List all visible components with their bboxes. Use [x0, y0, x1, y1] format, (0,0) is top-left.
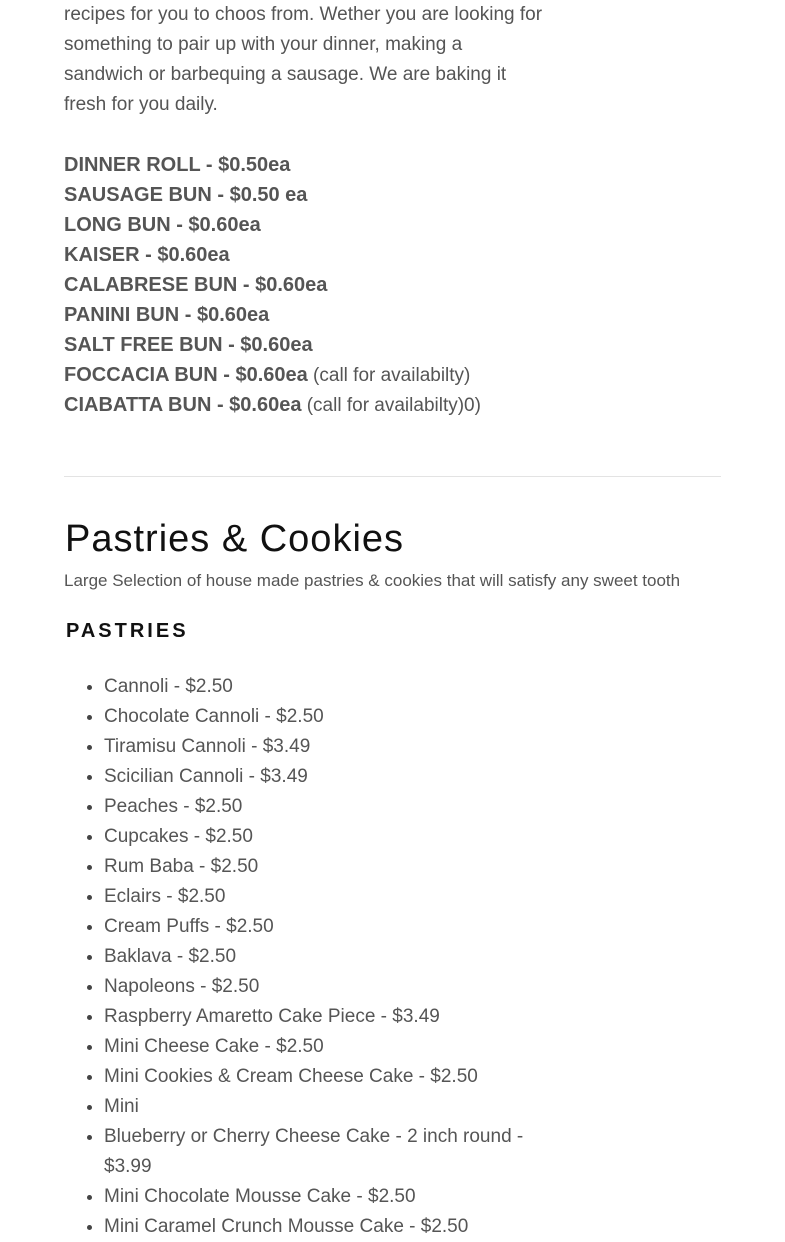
bun-item [64, 390, 481, 420]
bun-name: FOCCACIA BUN - $0.60ea [64, 364, 308, 386]
bun-item [64, 240, 481, 270]
pastry-item: • Mini Chocolate Mousse Cake - $2.50 [104, 1182, 544, 1212]
bun-name: SAUSAGE BUN - $0.50 ea [64, 184, 308, 206]
bun-item [64, 330, 481, 360]
bun-name: PANINI BUN - $0.60ea [64, 304, 270, 326]
bun-item [64, 360, 481, 390]
pastry-item: • Cupcakes - $2.50 [104, 822, 544, 852]
bun-item [64, 270, 481, 300]
pastry-item: • Rum Baba - $2.50 [104, 852, 544, 882]
bread-intro-text: recipes for you to choos from. Wether you are looking for something to pair up with your dinner, making a sandwich or barbequing a sausage. We are baking it fresh for you daily. [64, 4, 543, 115]
pastry-item: • Cream Puffs - $2.50 [104, 912, 544, 942]
pastry-item: • Napoleons - $2.50 [104, 972, 544, 1002]
bun-name: DINNER ROLL - $0.50ea [64, 154, 291, 176]
pastry-item: • Raspberry Amaretto Cake Piece - $3.49 [104, 1002, 544, 1032]
pastry-item: • Blueberry or Cherry Cheese Cake - 2 inch round - $3.99 [104, 1122, 544, 1182]
bun-name: LONG BUN - $0.60ea [64, 214, 261, 236]
bun-item [64, 150, 481, 180]
bun-item [64, 210, 481, 240]
pastry-item: • Mini [104, 1092, 544, 1122]
bun-name: CALABRESE BUN - $0.60ea [64, 274, 328, 296]
pastry-item: • Mini Caramel Crunch Mousse Cake - $2.50 [104, 1212, 544, 1242]
bun-item [64, 180, 481, 210]
bun-name: CIABATTA BUN - $0.60ea [64, 394, 302, 416]
pastry-item: • Peaches - $2.50 [104, 792, 544, 822]
pastry-item: • Mini Cheese Cake - $2.50 [104, 1032, 544, 1062]
pastry-item: • Mini Cookies & Cream Cheese Cake - $2.50 [104, 1062, 544, 1092]
section-divider [64, 476, 721, 477]
bun-note: (call for availabilty) [307, 365, 471, 386]
pastry-item: • Baklava - $2.50 [104, 942, 544, 972]
pastries-subheading: PASTRIES [66, 620, 189, 642]
pastry-item: • Cannoli - $2.50 [104, 672, 544, 702]
bun-name: KAISER - $0.60ea [64, 244, 230, 266]
pastry-item: • Chocolate Cannoli - $2.50 [104, 702, 544, 732]
pastry-item: • Eclairs - $2.50 [104, 882, 544, 912]
pastry-item: • Tiramisu Cannoli - $3.49 [104, 732, 544, 762]
pastry-item: • Scicilian Cannoli - $3.49 [104, 762, 544, 792]
pastry-price-list [64, 672, 544, 1242]
bun-item [64, 300, 481, 330]
bun-note: (call for availabilty)0) [301, 395, 481, 416]
bun-price-list [64, 150, 481, 420]
section-title: Pastries & Cookies [65, 518, 405, 560]
section-description: Large Selection of house made pastries & cookies that will satisfy any sweet tooth [64, 571, 681, 590]
bun-name: SALT FREE BUN - $0.60ea [64, 334, 313, 356]
